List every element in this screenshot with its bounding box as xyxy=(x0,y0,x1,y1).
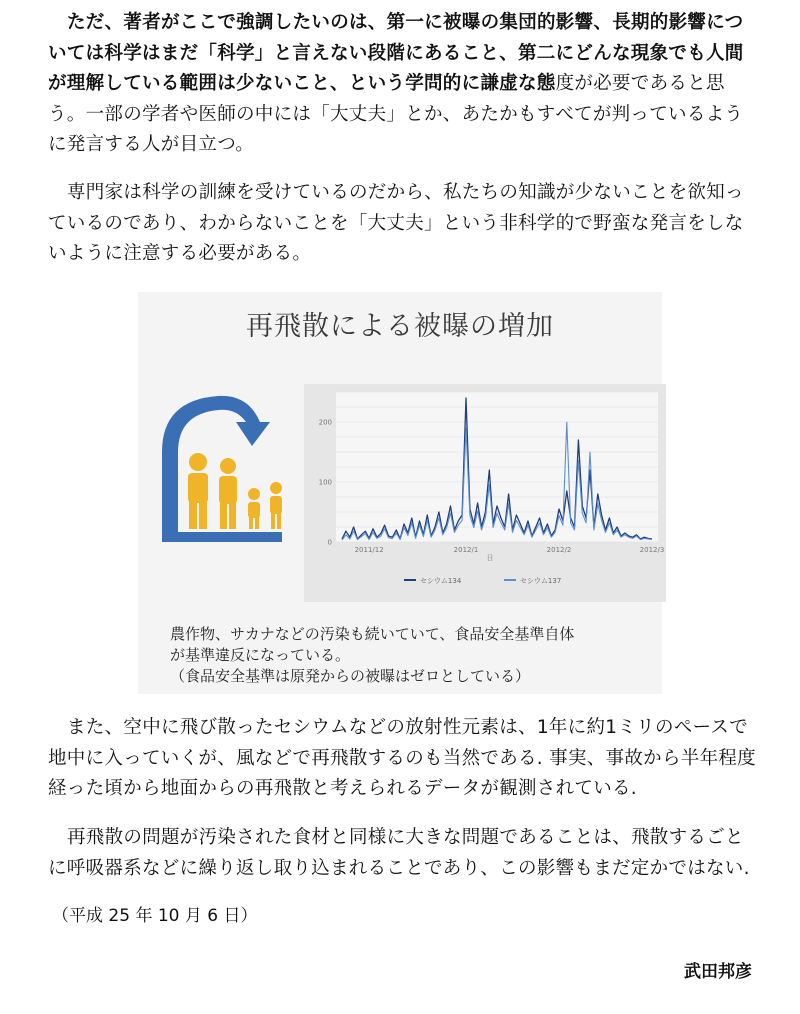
date-line: （平成 25 年 10 月 6 日） xyxy=(52,906,258,926)
legend-label: セシウム134 xyxy=(420,577,462,585)
legend xyxy=(404,577,561,585)
person-mother-icon xyxy=(219,458,237,529)
author-name: 武田邦彦 xyxy=(684,962,752,982)
legend-label: セシウム137 xyxy=(520,577,562,585)
person-child-2-icon xyxy=(270,482,282,529)
arch-arrow-icon xyxy=(162,396,270,542)
caption-line-2: が基準違反になっている。 xyxy=(170,646,351,664)
paragraph-3 xyxy=(48,713,760,805)
figure-title: 再飛散による被曝の増加 xyxy=(246,311,554,342)
paragraph-2 xyxy=(48,178,760,270)
chart-panel xyxy=(304,384,666,602)
paragraph-4 xyxy=(48,823,760,884)
paragraph-3-text: また、空中に飛び散ったセシウムなどの放射性元素は、1年に約1ミリのペースで地中に入っていくが、風などで再飛散するのも当然である. 事実、事故から半年程度経った頃から地面からの再飛散と考えられるデータが観測されている. xyxy=(48,717,756,799)
x-tick-label: 2012/3 xyxy=(639,546,665,554)
family-icon xyxy=(148,382,298,552)
x-tick-label: 2012/1 xyxy=(453,546,479,554)
paragraph-4-text: 再飛散の問題が汚染された食材と同様に大きな問題であることは、飛散するごとに呼吸器系などに繰り返し取り込まれることであり、この影響もまだ定かではない. xyxy=(48,827,750,879)
person-child-1-icon xyxy=(248,488,260,529)
y-tick-label: 100 xyxy=(318,478,332,487)
paragraph-2-text: 専門家は科学の訓練を受けているのだから、私たちの知識が少ないことを欲知っているのであり、わからないことを「大丈夫」という非科学的で野蛮な発言をしないように注意する必要がある。 xyxy=(48,182,744,264)
paragraph-1-rest: 度が必要であると思う。一部の学者や医師の中には「大丈夫」とか、あたかもすべてが判っているように発言する人が目立つ。 xyxy=(48,73,744,155)
y-ticks xyxy=(319,419,332,547)
y-tick-label: 0 xyxy=(327,538,332,547)
figure xyxy=(138,292,665,694)
caption-line-3: （食品安全基準は原発からの被曝はゼロとしている） xyxy=(170,667,531,685)
figure-caption xyxy=(170,624,650,687)
paragraph-1-bold: ただ、著者がここで強調したいのは、第一に被曝の集団的影響、長期的影響については科学はまだ「科学」と言えない段階にあること、第二にどんな現象でも人間が理解している範囲は少ないこと、という学問的に謙虚な態 xyxy=(48,12,744,94)
line-chart xyxy=(304,384,666,602)
caption-line-1: 農作物、サカナなどの汚染も続いていて、食品安全基準自体 xyxy=(170,625,575,643)
x-tick-label: 2011/12 xyxy=(354,546,384,554)
x-ticks xyxy=(355,546,665,554)
base-bar xyxy=(162,532,282,542)
x-axis-label: 日 xyxy=(486,554,494,562)
y-tick-label: 200 xyxy=(318,418,332,427)
x-tick-label: 2012/2 xyxy=(546,546,572,554)
paragraph-1 xyxy=(48,8,760,161)
person-father-icon xyxy=(188,453,208,529)
